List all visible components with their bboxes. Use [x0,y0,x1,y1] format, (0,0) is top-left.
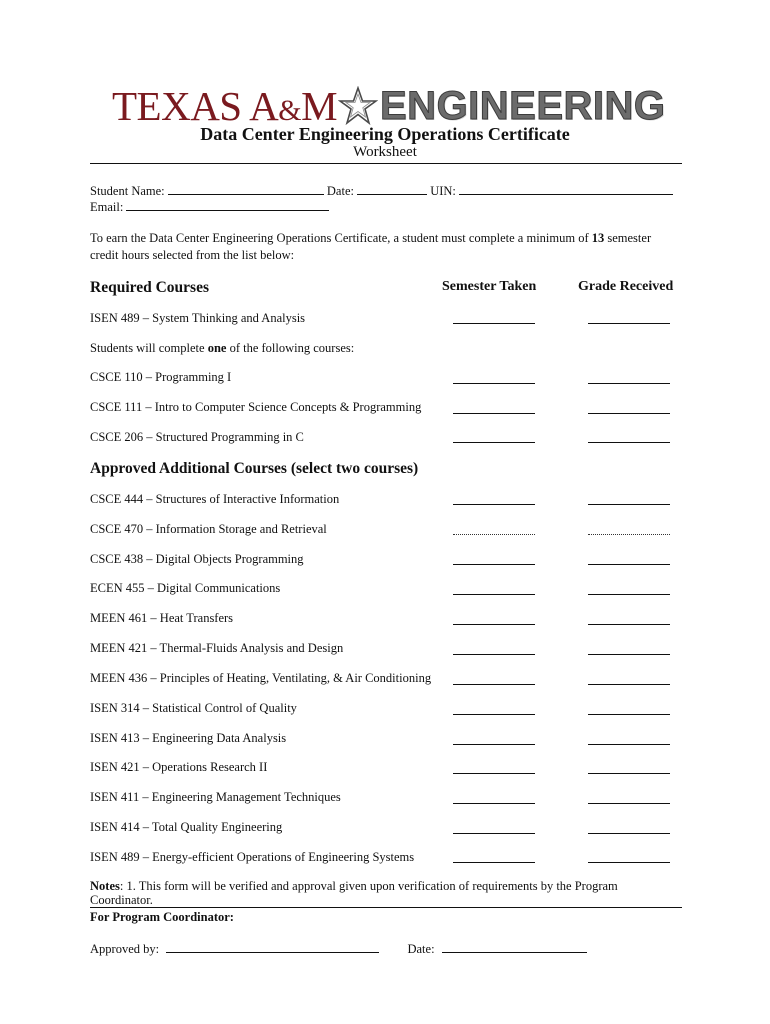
date-label: Date: [326,184,354,198]
header-divider [90,163,682,164]
notes-divider [90,907,682,908]
required-courses-heading: Required Courses [90,279,209,296]
additional-course-item: ISEN 413 – Engineering Data Analysis [90,731,287,745]
star-icon [338,86,378,126]
grade-field[interactable] [588,383,670,384]
notes-text: : 1. This form will be verified and approval given upon verification of requirements by the Program Coordinator. [90,879,618,907]
student-info-row [90,182,673,199]
choose-one-instruction: Students will complete one of the following courses: [90,341,355,355]
email-label: Email: [90,200,124,214]
additional-course-item: ISEN 414 – Total Quality Engineering [90,820,283,834]
additional-course-item: CSCE 438 – Digital Objects Programming [90,552,304,566]
notes [90,879,650,907]
date-field[interactable] [357,182,427,195]
grade-field[interactable] [588,504,670,505]
approval-row [90,940,587,957]
grade-field[interactable] [588,323,670,324]
additional-course-item: MEEN 461 – Heat Transfers [90,611,234,625]
grade-field[interactable] [588,564,670,565]
grade-field[interactable] [588,413,670,414]
grade-field[interactable] [588,534,670,535]
semester-field[interactable] [453,413,535,414]
semester-field[interactable] [453,654,535,655]
semester-field[interactable] [453,442,535,443]
notes-label: Notes [90,879,120,893]
semester-field[interactable] [453,803,535,804]
additional-course-item: CSCE 470 – Information Storage and Retrieval [90,522,327,536]
choice-course-item: CSCE 110 – Programming I [90,370,232,384]
semester-field[interactable] [453,714,535,715]
approved-by-label: Approved by: [90,942,160,956]
additional-course-item: ISEN 489 – Energy-efficient Operations of Engineering Systems [90,850,415,864]
semester-field[interactable] [453,833,535,834]
semester-field[interactable] [453,624,535,625]
grade-field[interactable] [588,714,670,715]
additional-course-item: ISEN 411 – Engineering Management Techniques [90,790,341,804]
choice-course-item: CSCE 206 – Structured Programming in C [90,430,304,444]
grade-field[interactable] [588,773,670,774]
email-row [90,198,329,215]
email-field[interactable] [126,198,329,211]
choice-course-item: CSCE 111 – Intro to Computer Science Concepts & Programming [90,400,422,414]
credit-hours: 13 [591,231,605,245]
grade-field[interactable] [588,744,670,745]
required-course-item: ISEN 489 – System Thinking and Analysis [90,311,306,325]
additional-course-item: MEEN 421 – Thermal-Fluids Analysis and Design [90,641,344,655]
semester-field[interactable] [453,564,535,565]
grade-field[interactable] [588,833,670,834]
semester-field[interactable] [453,504,535,505]
intro-paragraph: To earn the Data Center Engineering Operations Certificate, a student must complete a minimum of 13 semester credit hours selected from the list below: [90,231,652,262]
additional-course-item: ECEN 455 – Digital Communications [90,581,281,595]
page-subtitle: Worksheet [353,144,417,160]
page-title: Data Center Engineering Operations Certificate [200,124,570,144]
additional-course-item: ISEN 421 – Operations Research II [90,760,268,774]
semester-field[interactable] [453,773,535,774]
approved-by-field[interactable] [166,940,379,953]
grade-received-header: Grade Received [578,279,674,294]
logo-wordmark-engineering: ENGINEERING [380,84,666,128]
semester-field[interactable] [453,383,535,384]
semester-field[interactable] [453,684,535,685]
grade-field[interactable] [588,862,670,863]
grade-field[interactable] [588,594,670,595]
grade-field[interactable] [588,624,670,625]
semester-field[interactable] [453,594,535,595]
approval-date-label: Date: [407,942,435,956]
grade-field[interactable] [588,684,670,685]
coordinator-heading: For Program Coordinator: [90,910,234,924]
texas-am-engineering-logo [112,84,672,128]
semester-field[interactable] [453,744,535,745]
grade-field[interactable] [588,442,670,443]
student-name-field[interactable] [168,182,324,195]
semester-field[interactable] [453,323,535,324]
uin-field[interactable] [459,182,673,195]
uin-label: UIN: [430,184,456,198]
grade-field[interactable] [588,654,670,655]
logo-wordmark-texas: TEXAS A&M [112,83,338,129]
semester-taken-header: Semester Taken [442,279,537,294]
additional-courses-heading: Approved Additional Courses (select two courses) [90,460,419,477]
semester-field[interactable] [453,862,535,863]
approval-date-field[interactable] [442,940,587,953]
additional-course-item: CSCE 444 – Structures of Interactive Information [90,492,340,506]
additional-course-item: MEEN 436 – Principles of Heating, Ventilating, & Air Conditioning [90,671,432,685]
grade-field[interactable] [588,803,670,804]
additional-course-item: ISEN 314 – Statistical Control of Quality [90,701,297,715]
semester-field[interactable] [453,534,535,535]
student-name-label: Student Name: [90,184,165,198]
